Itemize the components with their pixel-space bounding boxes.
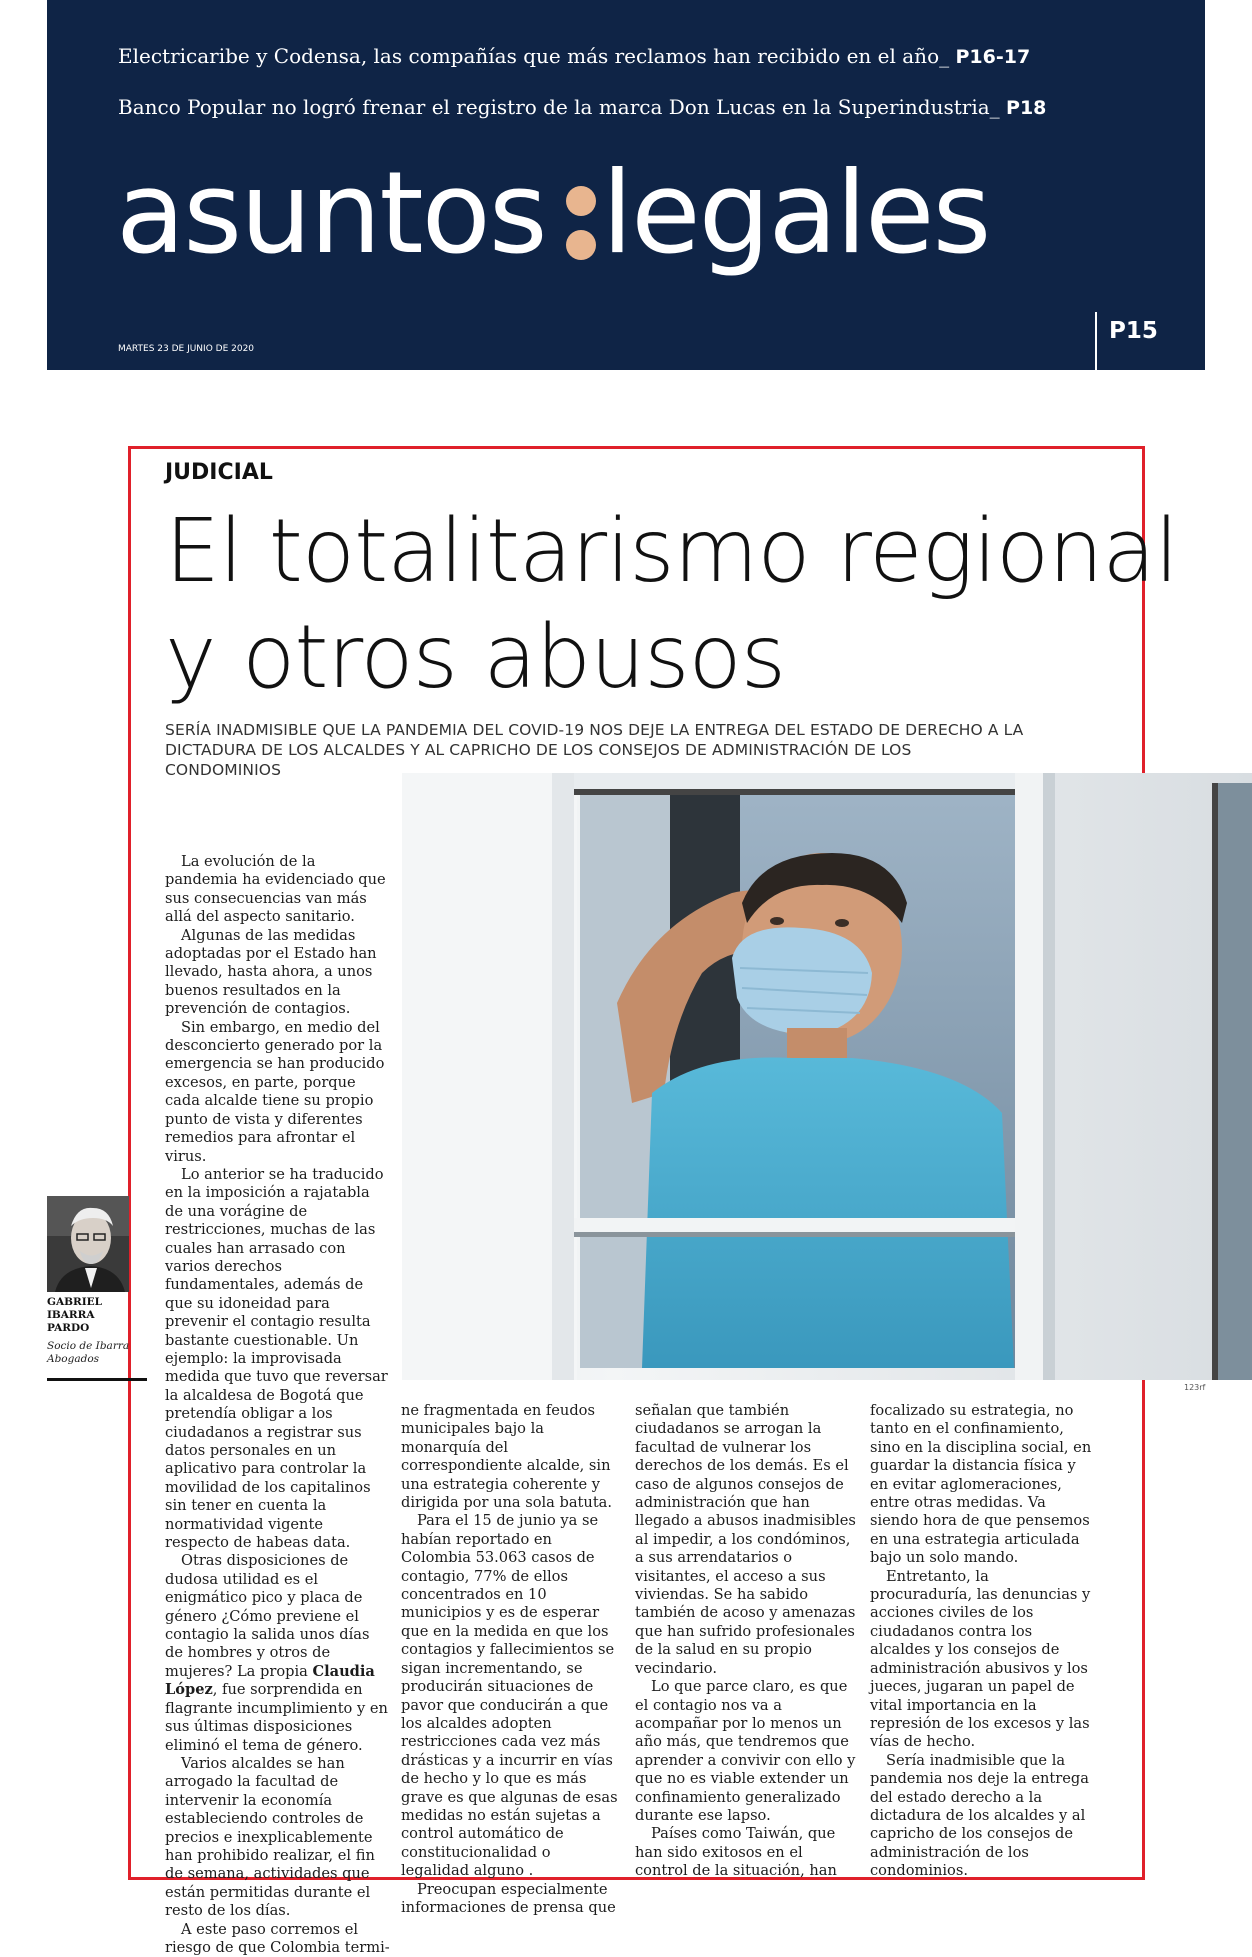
person-name: Claudia López	[165, 1662, 375, 1699]
body-column-4	[870, 1402, 1092, 1881]
teaser-page-ref: P16-17	[955, 46, 1031, 68]
paragraph-text: , fue sorprendida en flagrante incumplimiento y en sus últimas disposiciones eliminó el tema de género.	[165, 1681, 388, 1754]
issue-date: MARTES 23 DE JUNIO DE 2020	[118, 344, 255, 354]
body-column-2	[401, 1402, 623, 1917]
author-name-line: GABRIEL	[47, 1296, 103, 1308]
author-portrait	[47, 1196, 129, 1292]
teaser-electricaribe[interactable]	[118, 44, 1030, 68]
paragraph: Preocupan especialmente informaciones de prensa que	[401, 1880, 616, 1916]
colon-dots-icon	[558, 150, 600, 270]
dek-line: DICTADURA DE LOS ALCALDES Y AL CAPRICHO DE LOS CONSEJOS DE ADMINISTRACIÓN DE LOS CONDOMINIOS	[165, 741, 912, 779]
dek-line: SERÍA INADMISIBLE QUE LA PANDEMIA DEL COVID-19 NOS DEJE LA ENTREGA DEL ESTADO DE DERECHO A LA	[165, 721, 1024, 739]
article-dek	[165, 720, 1025, 780]
teaser-text: Electricaribe y Codensa, las compañías que más reclamos han recibido en el año_	[118, 44, 950, 68]
paragraph: Para el 15 de junio ya se habían reportado en Colombia 53.063 casos de contagio, 77% de ellos concentrados en 10 municipios y es de esperar que en la medida en que los contagios y fallecimientos se sigan incrementando, se producirán situaciones de pavor que conducirán a que los alcaldes adopten restricciones cada vez más drásticas y a incurrir en vías de hecho y lo que es más grave es que algunas de esas medidas no están sujetas a control automático de constitucionalidad o legalidad alguno .	[401, 1512, 618, 1880]
masked-man-window-image	[402, 773, 1252, 1380]
masthead-logo	[116, 147, 990, 279]
author-divider	[47, 1378, 147, 1381]
page-number-box	[1095, 312, 1207, 370]
teaser-page-ref: P18	[1006, 97, 1047, 119]
author-role-line: Abogados	[47, 1353, 100, 1365]
author-role	[47, 1340, 129, 1366]
masthead-word-legales: legales	[601, 147, 990, 279]
teaser-banco-popular[interactable]	[118, 95, 1046, 119]
paragraph: A este paso corremos el riesgo de que Colombia termi-	[165, 1920, 390, 1956]
paragraph: señalan que también ciudadanos se arrogan la facultad de vulnerar los derechos de los demás. Es el caso de algunos consejos de administración que han llegado a abusos inadmisibles al impedir, a los condóminos, a sus arrendatarios o visitantes, el acceso a sus viviendas. Se ha sabido también de acoso y amenazas que han sufrido profesionales de la salud en su propio vecindario.	[635, 1402, 856, 1677]
paragraph: Entretanto, la procuraduría, las denuncias y acciones civiles de los ciudadanos contra los alcaldes y los consejos de administración abusivos y los jueces, jugaran un papel de vital importancia en la represión de los excesos y las vías de hecho.	[870, 1567, 1091, 1751]
section-label: JUDICIAL	[165, 460, 273, 485]
article-photo	[402, 773, 1252, 1380]
paragraph: ne fragmentada en feudos municipales bajo la monarquía del correspondiente alcalde, sin una estrategia coherente y dirigida por una sola batuta.	[401, 1402, 613, 1512]
author-name	[47, 1296, 102, 1335]
paragraph: Sería inadmisible que la pandemia nos deje la entrega del estado derecho a la dictadura de los alcaldes y al capricho de los consejos de administración de los condominios.	[870, 1751, 1089, 1880]
paragraph-text: Otras disposiciones de dudosa utilidad es el enigmático pico y placa de género ¿Cómo previene el contagio la salida unos días de hombres y otros de mujeres? La propia	[165, 1552, 370, 1680]
paragraph	[165, 1552, 390, 1754]
article-headline	[165, 498, 1178, 710]
author-name-line: PARDO	[47, 1322, 90, 1334]
body-column-1	[165, 853, 390, 1957]
paragraph: La evolución de la pandemia ha evidenciado que sus consecuencias van más allá del aspecto sanitario.	[165, 853, 386, 926]
paragraph: focalizado su estrategia, no tanto en el confinamiento, sino en la disciplina social, en guardar la distancia física y en evitar aglomeraciones, entre otras medidas. Va siendo hora de que pensemos en una estrategia articulada bajo un solo mando.	[870, 1402, 1092, 1567]
photo-credit: 123rf	[1184, 1383, 1206, 1392]
paragraph: Lo anterior se ha traducido en la imposición a rajatabla de una vorágine de restricciones, muchas de las cuales han arrasado con varios derechos fundamentales, además de que su idoneidad para prevenir el contagio resulta bastante cuestionable. Un ejemplo: la improvisada medida que tuvo que reversar la alcaldesa de Bogotá que pretendía obligar a los ciudadanos a registrar sus datos personales en un aplicativo para controlar la movilidad de los capitalinos sin tener en cuenta la normatividad vigente respecto de habeas data.	[165, 1165, 388, 1552]
author-role-line: Socio de Ibarra	[47, 1340, 130, 1352]
paragraph: Sin embargo, en medio del desconcierto generado por la emergencia se han producido excesos, en parte, porque cada alcalde tiene su propio punto de vista y diferentes remedios para afrontar el virus.	[165, 1018, 385, 1165]
author-name-line: IBARRA	[47, 1309, 95, 1321]
body-column-3	[635, 1402, 857, 1881]
teaser-text: Banco Popular no logró frenar el registro de la marca Don Lucas en la Superindustria_	[118, 95, 1000, 119]
author-portrait-image	[47, 1196, 129, 1292]
masthead-word-asuntos: asuntos	[116, 147, 546, 279]
headline-line: El totalitarismo regional	[165, 500, 1178, 602]
page-number: P15	[1109, 318, 1158, 344]
paragraph: Algunas de las medidas adoptadas por el Estado han llevado, hasta ahora, a unos buenos resultados en la prevención de contagios.	[165, 926, 377, 1018]
paragraph: Lo que parce claro, es que el contagio nos va a acompañar por lo menos un año más, que tendremos que aprender a convivir con ello y que no es viable extender un confinamiento generalizado durante ese lapso.	[635, 1678, 856, 1824]
headline-line: y otros abusos	[165, 606, 786, 708]
paragraph: Países como Taiwán, que han sido exitosos en el control de la situación, han	[635, 1825, 837, 1880]
paragraph: Varios alcaldes se han arrogado la facultad de intervenir la economía estableciendo controles de precios e inexplicablemente han prohibido realizar, el fin de semana, actividades que están permitidas durante el resto de los días.	[165, 1754, 375, 1920]
